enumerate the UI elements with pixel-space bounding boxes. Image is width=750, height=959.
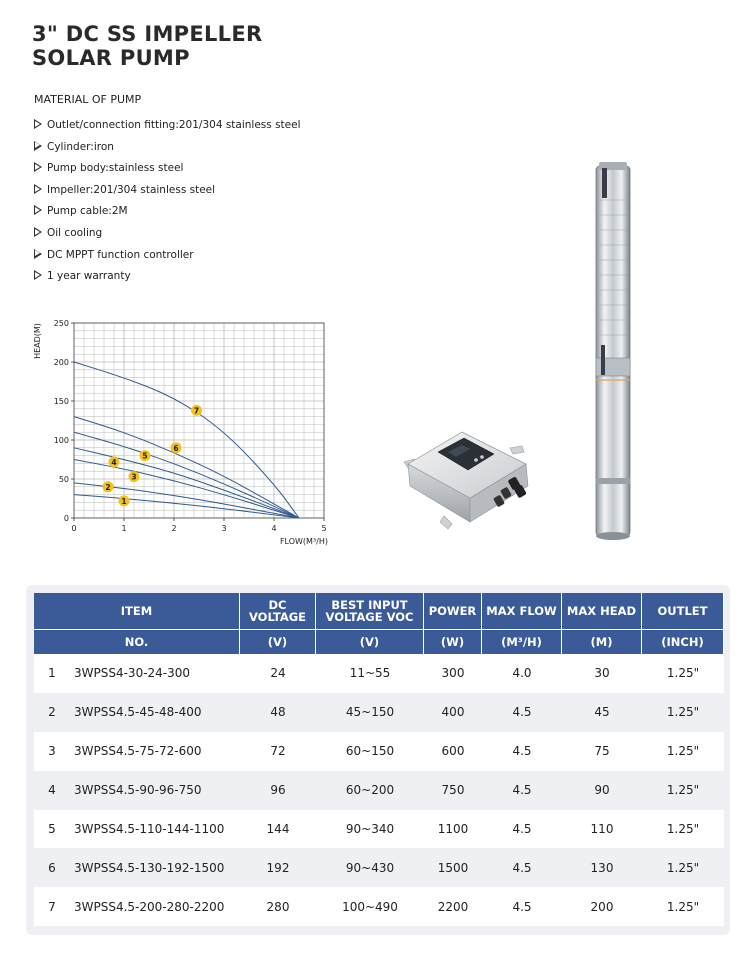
material-item: 1 year warranty: [34, 266, 301, 288]
model-number-cell: 3WPSS4.5-45-48-400: [70, 693, 240, 732]
outlet-cell: 1.25": [642, 810, 724, 849]
y-tick-label: 0: [63, 514, 69, 523]
max-flow-cell: 4.5: [482, 771, 562, 810]
material-item: Pump body:stainless steel: [34, 158, 301, 180]
x-tick-label: 1: [121, 524, 127, 533]
row-number-cell: 7: [34, 887, 70, 926]
unit-no: NO.: [34, 629, 240, 654]
input-voltage-cell: 45~150: [316, 693, 424, 732]
curve-marker-label: 4: [111, 457, 117, 467]
max-head-cell: 45: [562, 693, 642, 732]
max-flow-cell: 4.5: [482, 732, 562, 771]
triangle-bullet-icon: [34, 205, 42, 215]
dc-voltage-cell: 144: [240, 810, 316, 849]
table-row: [34, 693, 724, 732]
page-title: [32, 22, 262, 70]
controller-image: [398, 424, 538, 539]
unit-dc-voltage: (V): [240, 629, 316, 654]
max-head-cell: 90: [562, 771, 642, 810]
table-row: [34, 810, 724, 849]
header-dc-voltage: DC VOLTAGE: [240, 593, 316, 629]
triangle-bullet-icon: [34, 119, 42, 129]
x-tick-label: 3: [221, 524, 227, 533]
input-voltage-cell: 90~340: [316, 810, 424, 849]
material-heading: MATERIAL OF PUMP: [34, 93, 142, 106]
material-item: Impeller:201/304 stainless steel: [34, 180, 301, 202]
header-item: ITEM: [34, 593, 240, 629]
model-number-cell: 3WPSS4.5-200-280-2200: [70, 887, 240, 926]
max-flow-cell: 4.5: [482, 693, 562, 732]
y-tick-label: 50: [58, 475, 69, 484]
outlet-cell: 1.25": [642, 771, 724, 810]
header-power: POWER: [424, 593, 482, 629]
curve-marker-label: 5: [142, 451, 148, 461]
power-cell: 750: [424, 771, 482, 810]
max-head-cell: 110: [562, 810, 642, 849]
triangle-bullet-icon: [34, 270, 42, 280]
power-cell: 300: [424, 654, 482, 693]
x-tick-label: 4: [271, 524, 277, 533]
material-item: Oil cooling: [34, 223, 301, 245]
triangle-bullet-icon: [34, 249, 42, 259]
triangle-bullet-icon: [34, 141, 42, 151]
dc-voltage-cell: 96: [240, 771, 316, 810]
y-tick-label: 100: [53, 436, 69, 445]
input-voltage-cell: 100~490: [316, 887, 424, 926]
material-item: Cylinder:iron: [34, 137, 301, 159]
max-flow-cell: 4.5: [482, 887, 562, 926]
power-cell: 2200: [424, 887, 482, 926]
model-number-cell: 3WPSS4.5-90-96-750: [70, 771, 240, 810]
table-row: [34, 887, 724, 926]
triangle-bullet-icon: [34, 162, 42, 172]
outlet-cell: 1.25": [642, 693, 724, 732]
model-number-cell: 3WPSS4.5-110-144-1100: [70, 810, 240, 849]
triangle-bullet-icon: [34, 227, 42, 237]
input-voltage-cell: 90~430: [316, 848, 424, 887]
title-line-1: 3" DC SS IMPELLER: [32, 22, 263, 46]
row-number-cell: 5: [34, 810, 70, 849]
outlet-cell: 1.25": [642, 887, 724, 926]
unit-max-flow: (M³/H): [482, 629, 562, 654]
input-voltage-cell: 11~55: [316, 654, 424, 693]
material-list: [34, 115, 301, 288]
spec-table: [34, 593, 724, 926]
x-axis-label: FLOW(M³/H): [279, 537, 328, 546]
max-flow-cell: 4.5: [482, 848, 562, 887]
unit-max-head: (M): [562, 629, 642, 654]
pump-image: [592, 160, 634, 542]
unit-outlet: (INCH): [642, 629, 724, 654]
material-item: Outlet/connection fitting:201/304 stainless steel: [34, 115, 301, 137]
row-number-cell: 6: [34, 848, 70, 887]
y-tick-label: 200: [53, 358, 69, 367]
outlet-cell: 1.25": [642, 654, 724, 693]
unit-power: (W): [424, 629, 482, 654]
model-number-cell: 3WPSS4.5-75-72-600: [70, 732, 240, 771]
header-outlet: OUTLET: [642, 593, 724, 629]
dc-voltage-cell: 24: [240, 654, 316, 693]
input-voltage-cell: 60~200: [316, 771, 424, 810]
row-number-cell: 2: [34, 693, 70, 732]
row-number-cell: 3: [34, 732, 70, 771]
dc-voltage-cell: 280: [240, 887, 316, 926]
table-row: [34, 732, 724, 771]
model-number-cell: 3WPSS4-30-24-300: [70, 654, 240, 693]
header-max-head: MAX HEAD: [562, 593, 642, 629]
max-flow-cell: 4.5: [482, 810, 562, 849]
performance-curve-chart: [28, 315, 338, 551]
curve-marker-label: 7: [193, 406, 200, 416]
row-number-cell: 1: [34, 654, 70, 693]
curve-marker-label: 3: [131, 472, 137, 482]
x-tick-label: 5: [321, 524, 327, 533]
triangle-bullet-icon: [34, 184, 42, 194]
max-flow-cell: 4.0: [482, 654, 562, 693]
curve-marker-label: 2: [105, 482, 111, 492]
y-axis-label: HEAD(M): [33, 323, 42, 359]
power-cell: 400: [424, 693, 482, 732]
table-row: [34, 771, 724, 810]
table-row: [34, 654, 724, 693]
power-cell: 1100: [424, 810, 482, 849]
max-head-cell: 200: [562, 887, 642, 926]
spec-table-panel: [26, 585, 730, 935]
max-head-cell: 75: [562, 732, 642, 771]
x-tick-label: 0: [71, 524, 77, 533]
model-number-cell: 3WPSS4.5-130-192-1500: [70, 848, 240, 887]
y-tick-label: 150: [53, 397, 69, 406]
header-best-input-voltage: BEST INPUT VOLTAGE VOC: [316, 593, 424, 629]
curve-marker-label: 6: [173, 443, 179, 453]
unit-best-input-voltage: (V): [316, 629, 424, 654]
outlet-cell: 1.25": [642, 848, 724, 887]
title-line-2: SOLAR PUMP: [32, 46, 190, 70]
material-item: Pump cable:2M: [34, 201, 301, 223]
material-item: DC MPPT function controller: [34, 245, 301, 267]
spec-table-body: [34, 654, 724, 926]
dc-voltage-cell: 48: [240, 693, 316, 732]
header-max-flow: MAX FLOW: [482, 593, 562, 629]
x-tick-label: 2: [171, 524, 177, 533]
curve-marker-label: 1: [121, 496, 127, 506]
max-head-cell: 130: [562, 848, 642, 887]
input-voltage-cell: 60~150: [316, 732, 424, 771]
curve-1: [74, 495, 299, 518]
row-number-cell: 4: [34, 771, 70, 810]
dc-voltage-cell: 72: [240, 732, 316, 771]
max-head-cell: 30: [562, 654, 642, 693]
outlet-cell: 1.25": [642, 732, 724, 771]
y-tick-label: 250: [53, 319, 69, 328]
power-cell: 1500: [424, 848, 482, 887]
dc-voltage-cell: 192: [240, 848, 316, 887]
power-cell: 600: [424, 732, 482, 771]
table-row: [34, 848, 724, 887]
